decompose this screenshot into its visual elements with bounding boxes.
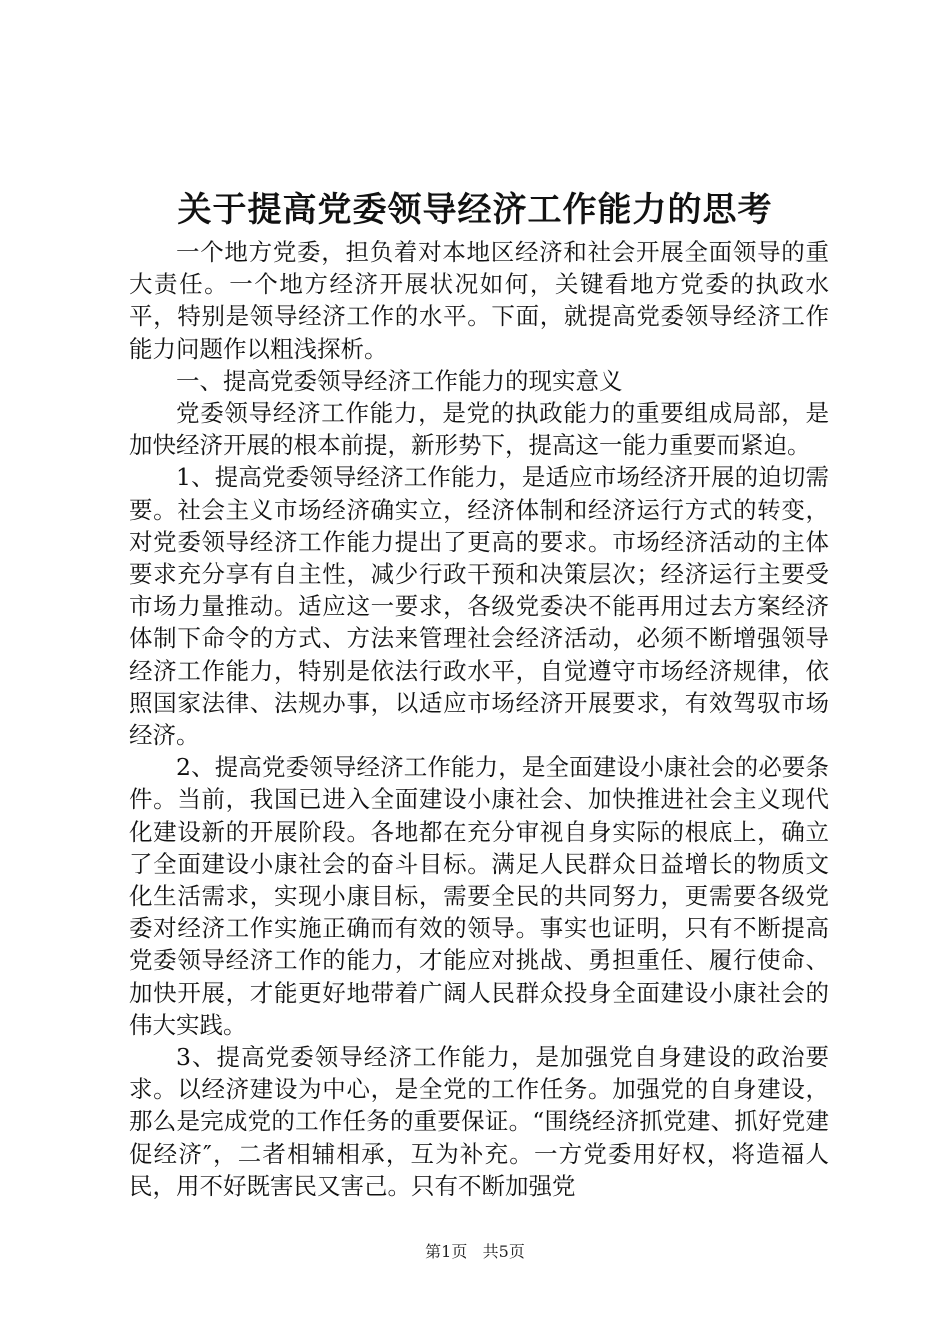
page-separator — [472, 1242, 477, 1261]
page-footer — [0, 1240, 950, 1264]
page-number: 第1页 — [425, 1242, 468, 1261]
section-heading-1: 一、提高党委领导经济工作能力的现实意义 — [176, 366, 623, 395]
paragraph-point-1: 1、提高党委领导经济工作能力，是适应市场经济开展的迫切需要。社会主义市场经济确实立，经济体制和经济运行方式的转变，对党委领导经济工作能力提出了更高的要求。市场经济活动的主体要求充分享有自主性，减少行政干预和决策层次；经济运行主要受市场力量推动。适应这一要求，各级党委决不能再用过去方案经济体制下命令的方式、方法来管理社会经济活动，必须不断增强领导经济工作能力，特别是依法行政水平，自觉遵守市场经济规律，依照国家法律、法规办事，以适应市场经济开展要求，有效驾驭市场经济。 — [129, 463, 829, 750]
document-body — [129, 236, 829, 1202]
paragraph-point-2: 2、提高党委领导经济工作能力，是全面建设小康社会的必要条件。当前，我国已进入全面建设小康社会、加快推进社会主义现代化建设新的开展阶段。各地都在充分审视自身实际的根底上，确立了全面建设小康社会的奋斗目标。满足人民群众日益增长的物质文化生活需求，实现小康目标，需要全民的共同努力，更需要各级党委对经济工作实施正确而有效的领导。事实也证明，只有不断提高党委领导经济工作的能力，才能应对挑战、勇担重任、履行使命、加快开展，才能更好地带着广阔人民群众投身全面建设小康社会的伟大实践。 — [129, 753, 829, 1039]
paragraph-section-1-intro: 党委领导经济工作能力，是党的执政能力的重要组成局部，是加快经济开展的根本前提，新形势下，提高这一能力重要而紧迫。 — [129, 399, 829, 460]
paragraph-intro: 一个地方党委，担负着对本地区经济和社会开展全面领导的重大责任。一个地方经济开展状况如何，关键看地方党委的执政水平，特别是领导经济工作的水平。下面，就提高党委领导经济工作能力问题作以粗浅探析。 — [129, 238, 829, 363]
paragraph-point-3: 3、提高党委领导经济工作能力，是加强党自身建设的政治要求。以经济建设为中心，是全党的工作任务。加强党的自身建设，那么是完成党的工作任务的重要保证。“围绕经济抓党建、抓好党建促经济″，二者相辅相承，互为补充。一方党委用好权，将造福人民，用不好既害民又害己。只有不断加强党 — [129, 1043, 829, 1200]
page-total: 共5页 — [482, 1242, 525, 1261]
document-title: 关于提高党委领导经济工作能力的思考 — [177, 190, 773, 230]
